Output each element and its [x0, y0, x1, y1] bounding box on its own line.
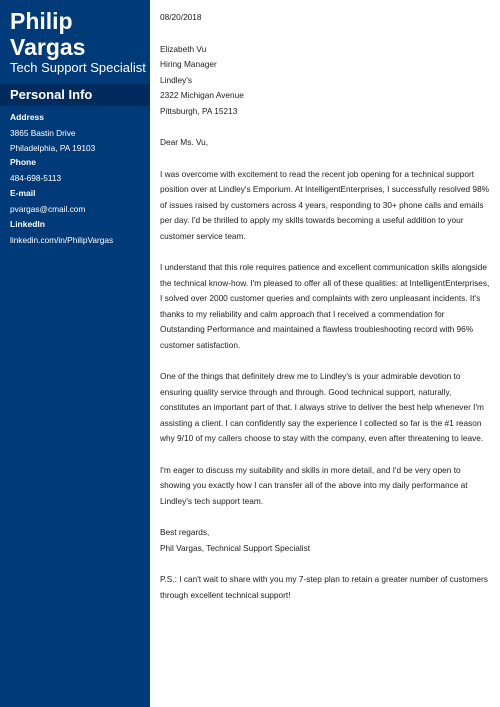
recipient-company: Lindley's — [160, 74, 193, 85]
recipient-title: Hiring Manager — [160, 59, 217, 69]
contact-email — [10, 188, 146, 217]
paragraph-2: I understand that this role requires patience and excellent communication skills alongside the technical know-how. I'm pleased to offer all of these qualities: at IntelligentEnterprises, I solved over 2000 customer queries and complaints with zero unpleasant incidents. It's thanks to my reliability and calm approach that I received a commendation for Outstanding Performance and maintained a flawless troubleshooting record with 96% customer satisfaction. — [160, 262, 490, 350]
contact-linkedin — [10, 219, 146, 248]
personal-info-title: Personal Info — [10, 87, 93, 102]
recipient-street: 2322 Michigan Avenue — [160, 90, 244, 100]
linkedin-label: LinkedIn — [10, 219, 45, 229]
linkedin-value[interactable]: linkedin.com/in/PhilipVargas — [10, 235, 114, 245]
closing-block — [160, 525, 490, 556]
recipient-city: Pittsburgh, PA 15213 — [160, 105, 238, 116]
letter-body — [160, 10, 490, 603]
phone-label: Phone — [10, 157, 36, 167]
postscript: P.S.: I can't wait to share with you my 7-step plan to retain a greater number of customers through excellent technical support! — [160, 574, 488, 600]
signature: Phil Vargas, Technical Support Specialist — [160, 542, 311, 553]
paragraph-3: One of the things that definitely drew me to Lindley's is your admirable devotion to ensuring quality service through and through. Good technical support, naturally, constitutes an important part of that. I always strive to deliver the best help whenever I'm assisting a client. I can confidently say the experience I collected so far is the #1 reason why 9/10 of my callers choose to stay with the company, even after threatening to leave. — [160, 371, 484, 443]
phone-value: 484-698-5113 — [10, 173, 62, 183]
recipient-block — [160, 42, 490, 120]
applicant-last-name: Vargas — [10, 34, 86, 60]
email-value[interactable]: pvargas@cmail.com — [10, 204, 86, 214]
salutation: Dear Ms. Vu, — [160, 137, 209, 147]
address-line-2: Philadelphia, PA 19103 — [10, 143, 96, 153]
email-label: E-mail — [10, 188, 36, 198]
address-label: Address — [10, 112, 45, 122]
applicant-first-name: Philip — [10, 8, 73, 34]
address-line-1: 3865 Bastin Drive — [10, 128, 76, 138]
sidebar — [0, 0, 150, 707]
letter-date: 08/20/2018 — [160, 12, 202, 22]
contact-address — [10, 112, 146, 156]
paragraph-1: I was overcome with excitement to read the recent job opening for a technical support position over at Lindley's Emporium. At IntelligentEnterprises, I successfully resolved 98% of issues raised by customers across 4 years, responding to 30+ phone calls and emails per day. I'd be thrilled to apply my skills towards becoming a useful addition to your customer service team. — [160, 168, 490, 241]
closing: Best regards, — [160, 527, 210, 537]
recipient-name: Elizabeth Vu — [160, 43, 207, 54]
contact-phone — [10, 157, 146, 186]
paragraph-4: I'm eager to discuss my suitability and skills in more detail, and I'd be very open to showing you exactly how I can transfer all of the above into my daily performance at Lindley's tech support team. — [160, 464, 468, 506]
personal-info-header — [0, 84, 150, 106]
applicant-name — [10, 8, 85, 60]
applicant-role: Tech Support Specialist — [10, 60, 146, 75]
